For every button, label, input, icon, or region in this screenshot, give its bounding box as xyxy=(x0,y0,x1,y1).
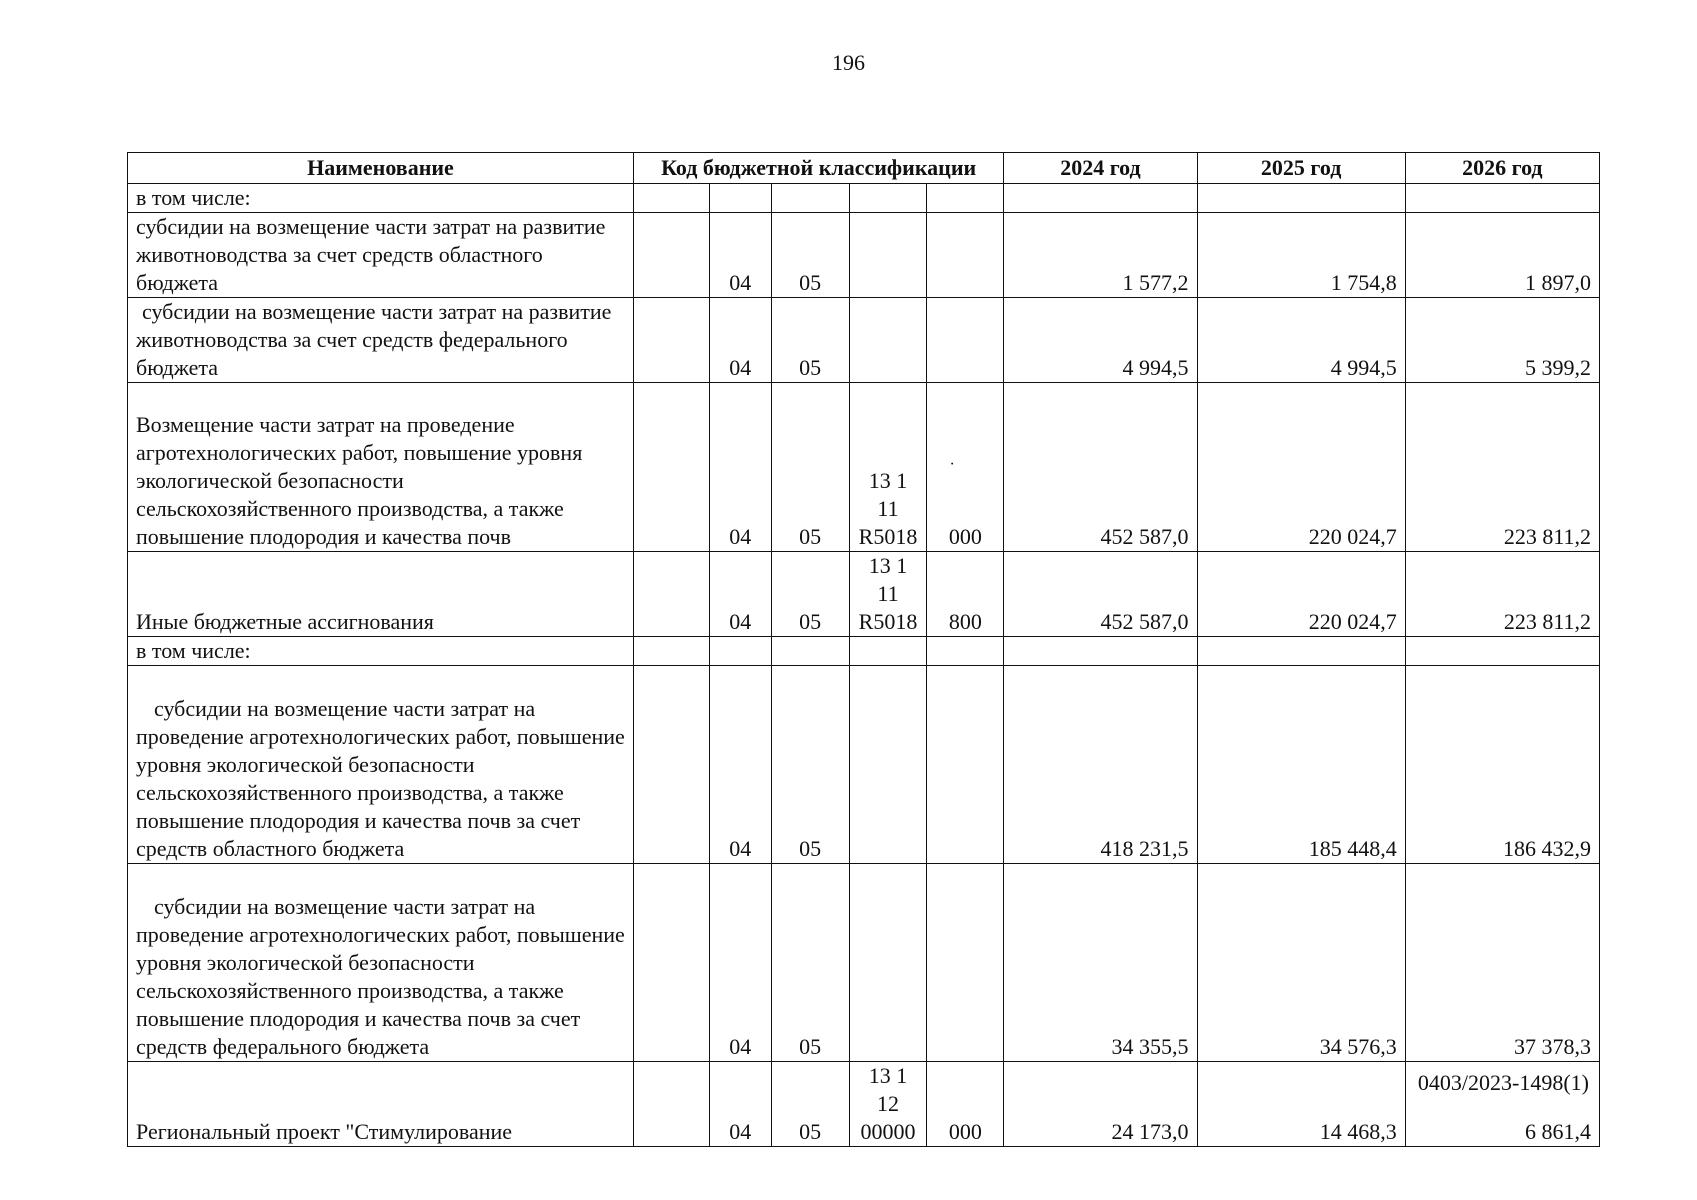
value-2026 xyxy=(1405,637,1599,666)
scan-speck: · xyxy=(949,456,955,473)
code-target: 13 1 11 R5018 xyxy=(849,552,927,637)
blank-cell xyxy=(633,383,709,552)
code-target xyxy=(849,298,927,383)
code-target xyxy=(849,864,927,1062)
value-2025: 1 754,8 xyxy=(1197,213,1405,298)
table-row xyxy=(128,184,1600,213)
blank-cell xyxy=(633,184,709,213)
table-row xyxy=(128,383,1600,552)
code-expense-type: 800 xyxy=(927,552,1004,637)
value-2025: 185 448,4 xyxy=(1197,666,1405,864)
value-2024 xyxy=(1004,184,1197,213)
code-expense-type xyxy=(927,298,1004,383)
page-number: 196 xyxy=(832,50,865,75)
code-subsection: 05 xyxy=(771,1062,849,1147)
value-2026: 223 811,2 xyxy=(1405,383,1599,552)
code-section xyxy=(709,184,771,213)
table-row xyxy=(128,298,1600,383)
row-name: Иные бюджетные ассигнования xyxy=(128,552,634,637)
code-subsection: 05 xyxy=(771,666,849,864)
value-2025 xyxy=(1197,184,1405,213)
table-header-row xyxy=(128,153,1600,184)
value-2026: 6 861,4 xyxy=(1405,1062,1599,1147)
code-section: 04 xyxy=(709,666,771,864)
value-2025: 4 994,5 xyxy=(1197,298,1405,383)
code-section: 04 xyxy=(709,383,771,552)
blank-cell xyxy=(633,552,709,637)
value-2025: 34 576,3 xyxy=(1197,864,1405,1062)
code-section xyxy=(709,637,771,666)
blank-cell xyxy=(633,298,709,383)
value-2024: 418 231,5 xyxy=(1004,666,1197,864)
code-expense-type xyxy=(927,383,1004,552)
blank-cell xyxy=(633,213,709,298)
value-2024: 452 587,0 xyxy=(1004,552,1197,637)
row-name: субсидии на возмещение части затрат на развитие животноводства за счет средств федерального бюджета xyxy=(128,298,634,383)
header-name: Наименование xyxy=(128,153,634,184)
row-name: в том числе: xyxy=(128,637,634,666)
value-2024: 24 173,0 xyxy=(1004,1062,1197,1147)
value-2024 xyxy=(1004,637,1197,666)
code-subsection: 05 xyxy=(771,864,849,1062)
table-row xyxy=(128,864,1600,1062)
value-2024: 1 577,2 xyxy=(1004,213,1197,298)
table-row xyxy=(128,213,1600,298)
header-2024: 2024 год xyxy=(1004,153,1197,184)
value-2026: 1 897,0 xyxy=(1405,213,1599,298)
table-row xyxy=(128,552,1600,637)
table-row xyxy=(128,637,1600,666)
row-name: в том числе: xyxy=(128,184,634,213)
code-target xyxy=(849,213,927,298)
blank-cell xyxy=(633,666,709,864)
code-target: 13 1 11 R5018 xyxy=(849,383,927,552)
code-section: 04 xyxy=(709,1062,771,1147)
code-target: 13 1 12 00000 xyxy=(849,1062,927,1147)
code-target xyxy=(849,637,927,666)
code-expense-type xyxy=(927,213,1004,298)
code-section: 04 xyxy=(709,864,771,1062)
code-subsection xyxy=(771,184,849,213)
code-expense-type xyxy=(927,864,1004,1062)
code-section: 04 xyxy=(709,552,771,637)
value-2026: 5 399,2 xyxy=(1405,298,1599,383)
value-2026: 37 378,3 xyxy=(1405,864,1599,1062)
code-expense-type xyxy=(927,637,1004,666)
value-2025: 220 024,7 xyxy=(1197,552,1405,637)
table-row xyxy=(128,666,1600,864)
code-subsection: 05 xyxy=(771,213,849,298)
row-name: субсидии на возмещение части затрат на проведение агротехнологических работ, повышение уровня экологической безопасности сельскохозяйственного производства, а также повышение плодородия и качества почв за счет средств федерального бюджета xyxy=(128,864,634,1062)
value-2025 xyxy=(1197,637,1405,666)
value-2025: 220 024,7 xyxy=(1197,383,1405,552)
value-2025: 14 468,3 xyxy=(1197,1062,1405,1147)
code-section: 04 xyxy=(709,213,771,298)
value-2024: 452 587,0 xyxy=(1004,383,1197,552)
value-2024: 4 994,5 xyxy=(1004,298,1197,383)
row-name: Возмещение части затрат на проведение агротехнологических работ, повышение уровня экологической безопасности сельскохозяйственного производства, а также повышение плодородия и качества почв xyxy=(128,383,634,552)
code-target xyxy=(849,666,927,864)
header-2026: 2026 год xyxy=(1405,153,1599,184)
value-2024: 34 355,5 xyxy=(1004,864,1197,1062)
code-expense-type xyxy=(927,666,1004,864)
document-code: 0403/2023-1498(1) xyxy=(1417,1070,1589,1095)
value-2026: 223 811,2 xyxy=(1405,552,1599,637)
code-expense-type: 000 xyxy=(927,1062,1004,1147)
code-expense-type-value: 000 xyxy=(948,524,982,549)
header-2025: 2025 год xyxy=(1197,153,1405,184)
header-code: Код бюджетной классификации xyxy=(633,153,1003,184)
code-expense-type xyxy=(927,184,1004,213)
blank-cell xyxy=(633,1062,709,1147)
row-name: Региональный проект "Стимулирование xyxy=(128,1062,634,1147)
row-name: субсидии на возмещение части затрат на развитие животноводства за счет средств областного бюджета xyxy=(128,213,634,298)
table-row xyxy=(128,1062,1600,1147)
blank-cell xyxy=(633,637,709,666)
code-subsection: 05 xyxy=(771,552,849,637)
budget-table xyxy=(127,152,1600,1147)
code-subsection: 05 xyxy=(771,298,849,383)
row-name: субсидии на возмещение части затрат на проведение агротехнологических работ, повышение уровня экологической безопасности сельскохозяйственного производства, а также повышение плодородия и качества почв за счет средств областного бюджета xyxy=(128,666,634,864)
value-2026: 186 432,9 xyxy=(1405,666,1599,864)
value-2026 xyxy=(1405,184,1599,213)
code-section: 04 xyxy=(709,298,771,383)
blank-cell xyxy=(633,864,709,1062)
code-target xyxy=(849,184,927,213)
code-subsection: 05 xyxy=(771,383,849,552)
code-subsection xyxy=(771,637,849,666)
